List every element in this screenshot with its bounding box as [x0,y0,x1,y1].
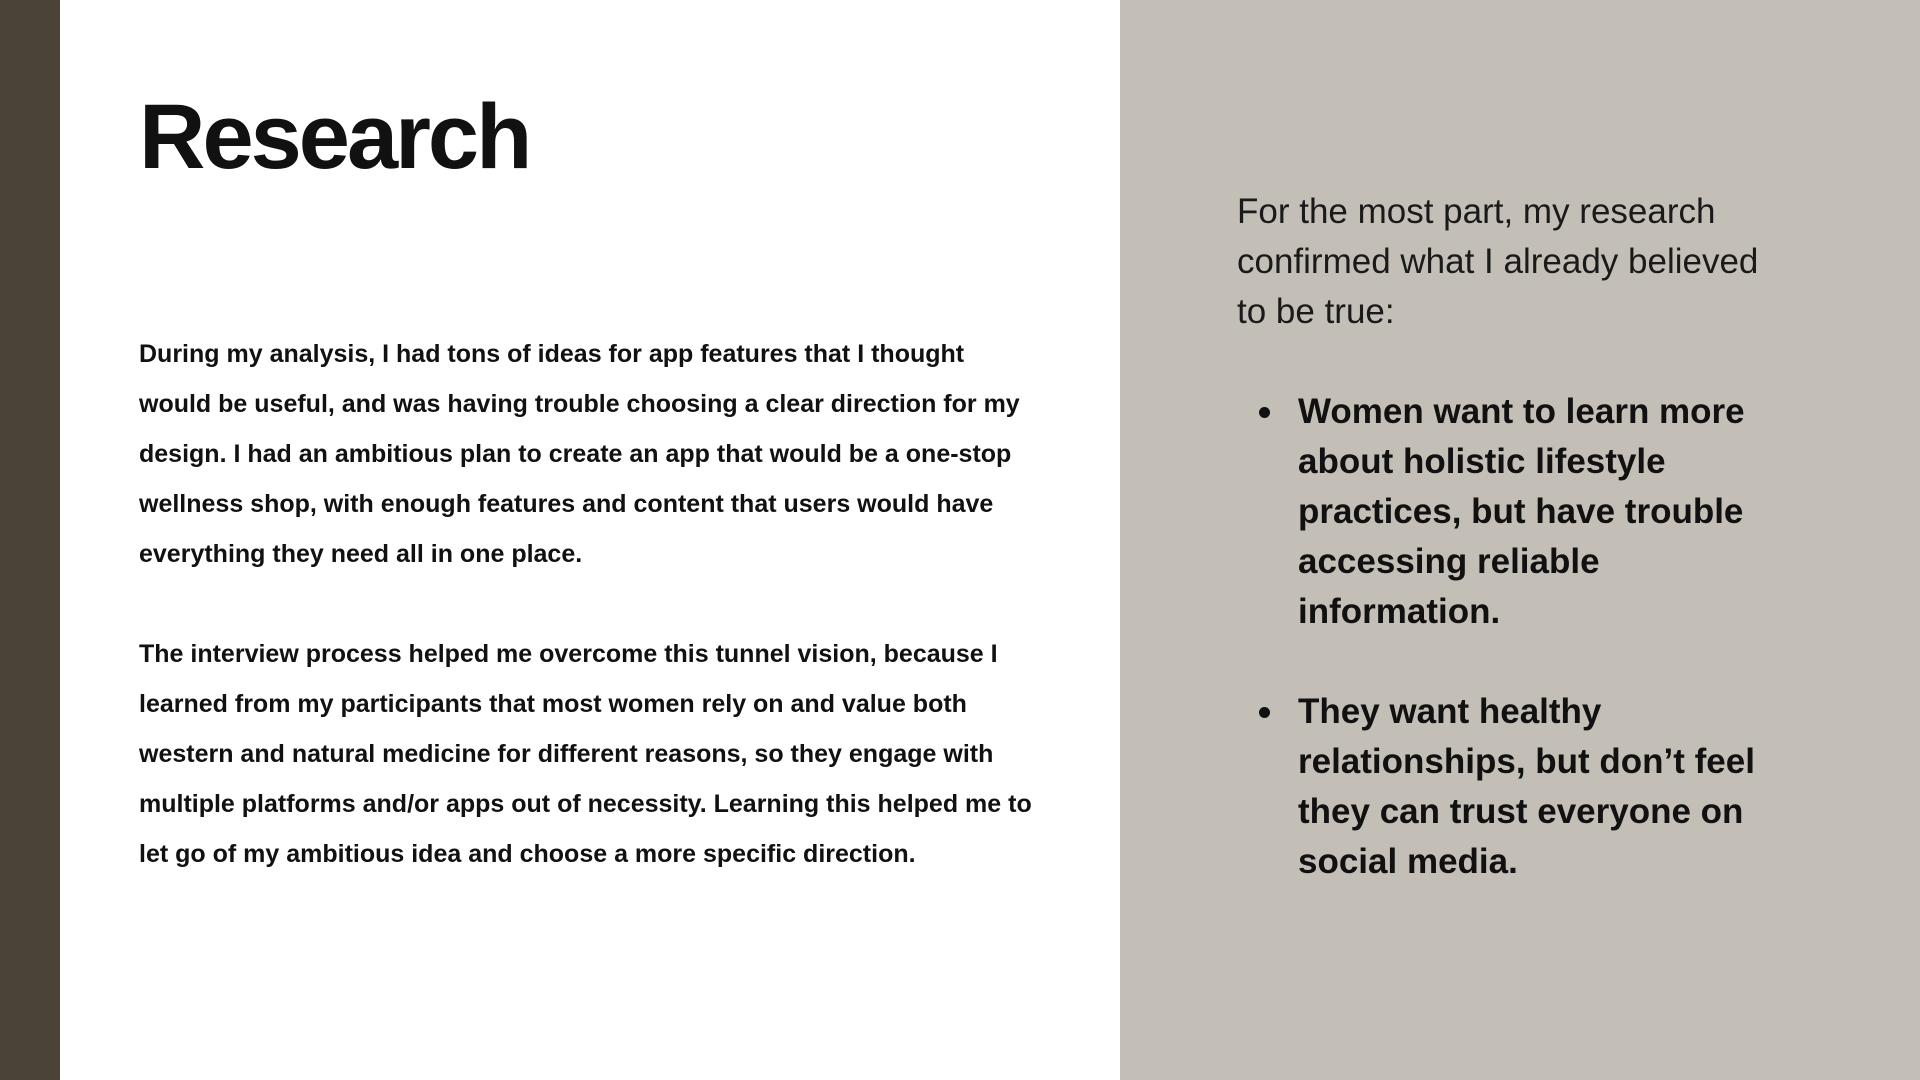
finding-text: They want healthy relationships, but don’t feel they can trust everyone on social media. [1298,692,1755,881]
finding-item [1237,387,1797,637]
bullet-icon [1259,407,1270,418]
finding-item [1237,687,1797,887]
findings-list [1237,387,1797,937]
bullet-icon [1259,707,1270,718]
page-title: Research [139,86,530,188]
body-paragraph-interviews: The interview process helped me overcome this tunnel vision, because I learned from my participants that most women rely on and value both western and natural medicine for different reasons, so they engage with multiple platforms and/or apps out of necessity. Learning this helped me to let go of my ambitious idea and choose a more specific direction. [139,640,1032,868]
body-paragraph-analysis: During my analysis, I had tons of ideas for app features that I thought would be useful, and was having trouble choosing a clear direction for my design. I had an ambitious plan to create an app that would be a one-stop wellness shop, with enough features and content that users would have everything they need all in one place. [139,340,1020,568]
finding-text: Women want to learn more about holistic lifestyle practices, but have trouble accessing reliable information. [1298,392,1745,631]
findings-intro: For the most part, my research confirmed what I already believed to be true: [1237,192,1759,331]
accent-bar [0,0,60,1080]
